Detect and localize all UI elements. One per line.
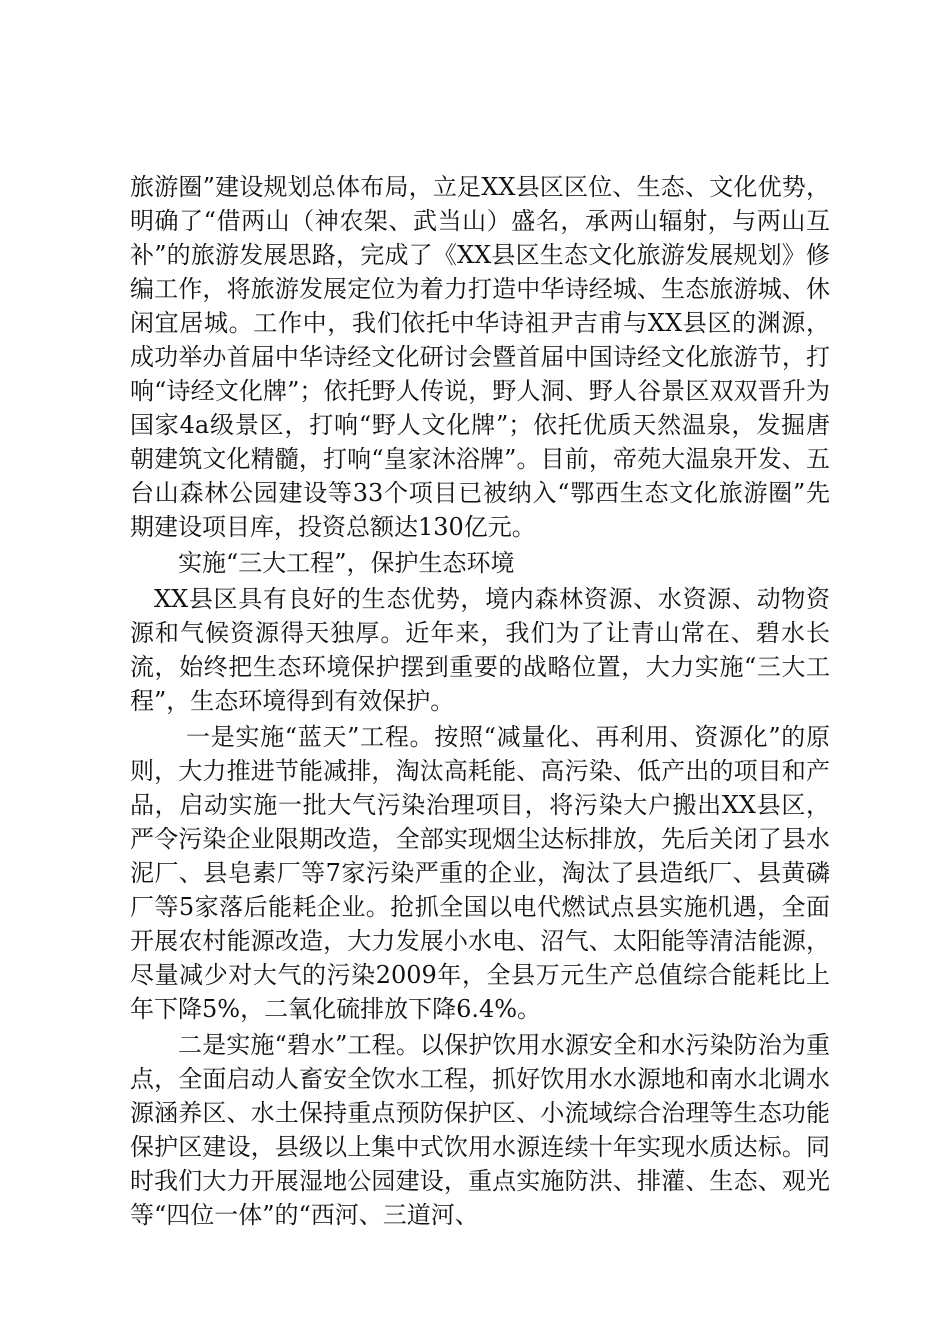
paragraph-tourism-planning: 旅游圈”建设规划总体布局，立足XX县区区位、生态、文化优势，明确了“借两山（神农架、武当山）盛名，承两山辐射，与两山互补”的旅游发展思路，完成了《XX县区生态文化旅游发展规划》修编工作，将旅游发展定位为着力打造中华诗经城、生态旅游城、休闲宜居城。工作中，我们依托中华诗祖尹吉甫与XX县区的渊源，成功举办首届中华诗经文化研讨会暨首届中国诗经文化旅游节，打响“诗经文化牌”；依托野人传说，野人洞、野人谷景区双双晋升为国家4a级景区，打响“野人文化牌”；依托优质天然温泉，发掘唐朝建筑文化精髓，打响“皇家沐浴牌”。目前，帝苑大温泉开发、五台山森林公园建设等33个项目已被纳入“鄂西生态文化旅游圈”先期建设项目库，投资总额达130亿元。 [130, 173, 830, 541]
paragraph-ecological-advantages: XX县区具有良好的生态优势，境内森林资源、水资源、动物资源和气候资源得天独厚。近年来，我们为了让青山常在、碧水长流，始终把生态环境保护摆到重要的战略位置，大力实施“三大工程”，生态环境得到有效保护。 [130, 585, 830, 715]
paragraph-clear-water-project: 二是实施“碧水”工程。以保护饮用水源安全和水污染防治为重点，全面启动人畜安全饮水工程，抓好饮用水水源地和南水北调水源涵养区、水土保持重点预防保护区、小流域综合治理等生态功能保护区建设，县级以上集中式饮用水源连续十年实现水质达标。同时我们大力开展湿地公园建设，重点实施防洪、排灌、生态、观光等“四位一体”的“西河、三道河、 [130, 1031, 830, 1229]
paragraph-blue-sky-project: 一是实施“蓝天”工程。按照“减量化、再利用、资源化”的原则，大力推进节能减排，淘汰高耗能、高污染、低产出的项目和产品，启动实施一批大气污染治理项目，将污染大户搬出XX县区，严令污染企业限期改造，全部实现烟尘达标排放，先后关闭了县水泥厂、县皂素厂等7家污染严重的企业，淘汰了县造纸厂、县黄磷厂等5家落后能耗企业。抢抓全国以电代燃试点县实施机遇，全面开展农村能源改造，大力发展小水电、沼气、太阳能等清洁能源，尽量减少对大气的污染2009年，全县万元生产总值综合能耗比上年下降5%，二氧化硫排放下降6.4%。 [130, 723, 830, 1023]
document-body [130, 170, 830, 1232]
section-heading-three-projects: 实施“三大工程”，保护生态环境 [178, 549, 515, 577]
